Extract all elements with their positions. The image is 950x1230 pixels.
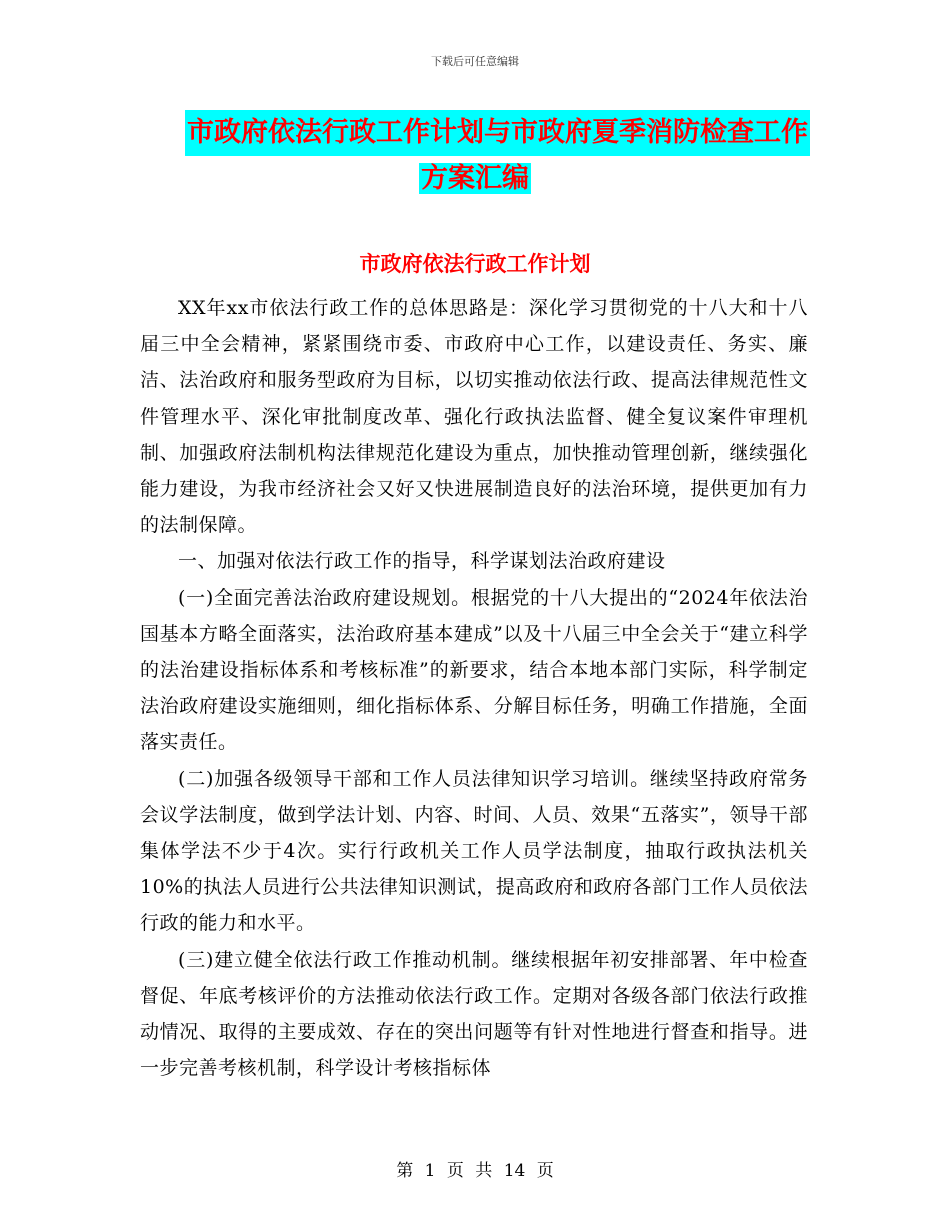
title-line-1: 市政府依法行政工作计划与市政府夏季消防检查工作 (185, 110, 810, 156)
paragraph-heading-1: 一、加强对依法行政工作的指导，科学谋划法治政府建设 (178, 550, 666, 573)
header-note: 下载后可任意编辑 (431, 55, 519, 68)
paragraph-item-3: (三)建立健全依法行政工作推动机制。继续根据年初安排部署、年中检查督促、年底考核评价的方法推动依法行政工作。定期对各级各部门依法行政推动情况、取得的主要成效、存在的突出问题等有针对性地进行督查和指导。进一步完善考核机制，科学设计考核指标体 (140, 948, 808, 1080)
section-title: 市政府依法行政工作计划 (359, 251, 591, 276)
document-title (0, 110, 950, 202)
paragraph-item-1: (一)全面完善法治政府建设规划。根据党的十八大提出的“2024年依法治国基本方略全面落实，法治政府基本建成”以及十八届三中全会关于“建立科学的法治建设指标体系和考核标准”的新要求，结合本地本部门实际，科学制定法治政府建设实施细则，细化指标体系、分解目标任务，明确工作措施，全面落实责任。 (140, 586, 808, 754)
paragraph-intro: XX年xx市依法行政工作的总体思路是：深化学习贯彻党的十八大和十八届三中全会精神，紧紧围绕市委、市政府中心工作，以建设责任、务实、廉洁、法治政府和服务型政府为目标，以切实推动依法行政、提高法律规范性文件管理水平、深化审批制度改革、强化行政执法监督、健全复议案件审理机制、加强政府法制机构法律规范化建设为重点，加快推动管理创新，继续强化能力建设，为我市经济社会又好又快进展制造良好的法治环境，提供更加有力的法制保障。 (140, 297, 808, 537)
page-footer: 第 1 页 共 14 页 (396, 1161, 554, 1181)
paragraph-item-2: (二)加强各级领导干部和工作人员法律知识学习培训。继续坚持政府常务会议学法制度，做到学法计划、内容、时间、人员、效果“五落实”，领导干部集体学法不少于4次。实行行政机关工作人员学法制度，抽取行政执法机关10%的执法人员进行公共法律知识测试，提高政府和政府各部门工作人员依法行政的能力和水平。 (140, 767, 808, 935)
title-line-2: 方案汇编 (421, 163, 529, 194)
document-body (140, 290, 808, 1086)
